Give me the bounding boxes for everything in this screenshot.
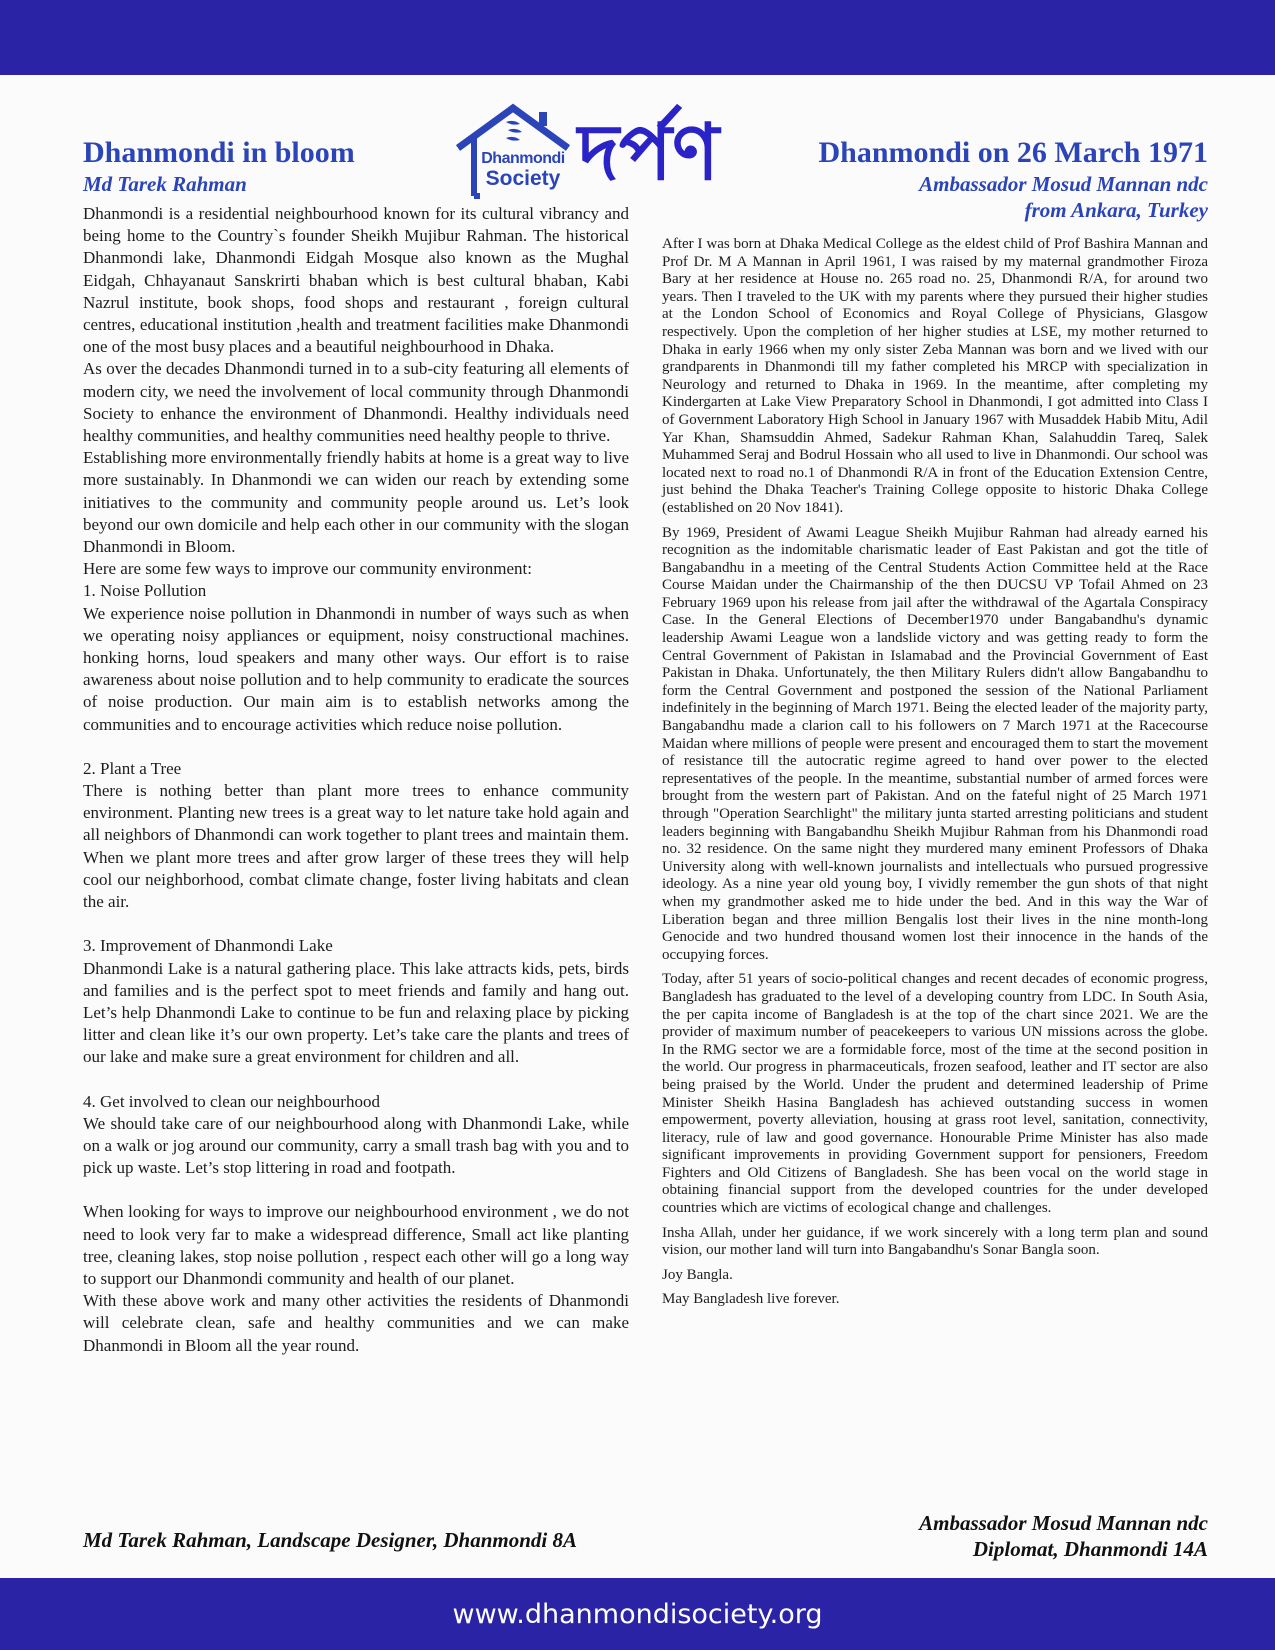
website-url: www.dhanmondisociety.org [452,1598,823,1630]
paragraph: Dhanmondi Lake is a natural gathering place. This lake attracts kids, pets, birds and families and is the perfect spot to meet friends and family and hang out. Let’s help Dhanmondi Lake to continue to be fun and relaxing place by picking litter and clean like it’s our own property. Let’s take care the plants and trees of our lake and make sure a great environment for children and all. [83,958,629,1067]
section-heading: 1. Noise Pollution [83,581,207,601]
section-heading: 2. Plant a Tree [83,758,182,778]
paragraph: Insha Allah, under her guidance, if we work sincerely with a long term plan and sound vision, our mother land will turn into Bangabandhu's Sonar Bangla soon. [662,1224,1208,1259]
paragraph: After I was born at Dhaka Medical College as the eldest child of Prof Bashira Mannan and Prof Dr. M A Mannan in April 1961, I was raised by my maternal grandmother Firoza Bary at her residence at House no. 265 road no. 25, Dhanmondi R/A, for around two years. Then I traveled to the UK with my parents where they pursued their higher studies at the London School of Economics and Royal College of Physicians, Glasgow respectively. Upon the completion of her higher studies at LSE, my mother returned to Dhaka in early 1966 when my only sister Zeba Mannan was born and we lived with our grandparents in Dhanmondi till my father completed his MRCP with specialization in Neurology and returned to Dhaka in 1969. In the meantime, after completing my Kindergarten at Lake View Preparatory School in Dhanmondi, I got admitted into Class I of Government Laboratory High School in January 1967 with Musaddek Habib Mitu, Adil Yar Khan, Shamsuddin Ahmed, Sadekur Rahman Khan, Salahuddin Tareq, Salek Muhammed Seraj and Bodrul Hossain who all used to live in Dhanmondi. Our school was located next to road no.1 of Dhanmondi R/A in front of the Education Extension Centre, just behind the Dhaka Teacher's Training College opposite to historic Dhaka College (established on 20 Nov 1841). [662,236,1208,516]
left-article-title: Dhanmondi in bloom [83,136,355,169]
right-signature-line1: Ambassador Mosud Mannan ndc [919,1511,1208,1535]
paragraph: Dhanmondi is a residential neighbourhood known for its cultural vibrancy and being home to the Country`s founder Sheikh Mujibur Rahman. The historical Dhanmondi lake, Dhanmondi Eidgah Mosque also known as the Mughal Eidgah, Chhayanaut Sanskrirti bhaban which is best cultural bhaban, Kabi Nazrul institute, book shops, food shops and restaurant , foreign cultural centres, educational institution ,health and treatment facilities make Dhanmondi one of the most busy places and a beautiful neighbourhood in Dhaka. [83,204,629,357]
paragraph: We experience noise pollution in Dhanmondi in number of ways such as when we operating noisy appliances or equipment, noisy constructional machines. honking horns, loud speakers and many other ways. Our effort is to raise awareness about noise pollution and to help community to eradicate the sources of noise production. Our main aim is to establish networks among the communities and to encourage activities which reduce noise pollution. [83,603,629,734]
logo-line1: Dhanmondi [481,150,565,167]
paragraph: By 1969, President of Awami League Sheikh Mujibur Rahman had already earned his recognition as the indomitable charismatic leader of East Pakistan and got the title of Bangabandhu in a meeting of the Central Students Action Committee held at the Race Course Maidan under the Chairmanship of the then DUCSU VP Tofail Ahmed on 23 February 1969 upon his release from jail after the withdrawal of the Agartala Conspiracy Case. In the General Elections of December1970 under Bangabandhu's dynamic leadership Awami League won a landslide victory and was getting ready to form the Central Government of Pakistan in Islamabad and the Provincial Government of East Pakistan in Dhaka. Unfortunately, the then Military Rulers didn't allow Bangabandhu to form the Central Government and postponed the session of the National Parliament indefinitely in the beginning of March 1971. Being the elected leader of the majority party, Bangabandhu made a clarion call to his followers on 7 March 1971 at the Racecourse Maidan where millions of people were present and encouraged them to start the movement of resistance till the autocratic regime agreed to hand over power to the elected representatives of the people. In the meantime, substantial number of armed forces were brought from the western part of Pakistan. And on the fateful night of 25 March 1971 through "Operation Searchlight" the military junta started arresting politicians and student leaders beginning with Bangabandhu Sheikh Mujibur Rahman from his Dhanmondi road no. 32 residence. On the same night they murdered many eminent Professors of Dhaka University along with well-known journalists and intellectuals who pursued progressive ideology. As a nine year old young boy, I vividly remember the gun shots of that night when my grandmother asked me to hide under the bed. And in this way the War of Liberation began and three million Bengalis lost their lives in the nine month-long Genocide and two hundred thousand women lost their innocence in the hands of the occupying forces. [662,524,1208,963]
paragraph: With these above work and many other activities the residents of Dhanmondi will celebrate clean, safe and healthy communities and we can make Dhanmondi in Bloom all the year round. [83,1291,629,1355]
right-article-title: Dhanmondi on 26 March 1971 [818,136,1208,169]
paragraph: We should take care of our neighbourhood along with Dhanmondi Lake, while on a walk or jog around our community, carry a small trash bag with you and to pick up waste. Let’s stop littering in road and footpath. [83,1113,629,1178]
paragraph: Here are some few ways to improve our community environment: [83,559,532,579]
left-article-author: Md Tarek Rahman [83,172,247,196]
paragraph: May Bangladesh live forever. [662,1291,840,1308]
right-signature [662,1510,1208,1562]
section-heading: 4. Get involved to clean our neighbourhood [83,1091,380,1111]
masthead-title: দর্পণ [578,108,720,198]
paragraph: As over the decades Dhanmondi turned in to a sub-city featuring all elements of modern city, we need the involvement of local community through Dhanmondi Society to enhance the environment of Dhanmondi. Healthy individuals need healthy communities, and healthy communities need healthy people to thrive. [83,359,629,446]
left-signature: Md Tarek Rahman, Landscape Designer, Dhanmondi 8A [83,1528,577,1552]
right-article [662,135,1208,1316]
right-signature-line2: Diplomat, Dhanmondi 14A [972,1537,1208,1561]
left-article-body [83,203,629,1357]
paragraph: Establishing more environmentally friendly habits at home is a great way to live more sustainably. In Dhanmondi we can widen our reach by extending some initiatives to the community and community people around us. Let’s look beyond our own domicile and help each other in our community with the slogan Dhanmondi in Bloom. [83,448,629,557]
paragraph: When looking for ways to improve our neighbourhood environment , we do not need to look very far to make a widespread difference, Small act like planting tree, cleaning lakes, stop noise pollution , respect each other will go a long way to support our Dhanmondi community and health of our planet. [83,1202,629,1288]
paragraph: Joy Bangla. [662,1266,733,1283]
left-article [83,135,629,1357]
paragraph: Today, after 51 years of socio-political changes and recent decades of economic progress, Bangladesh has graduated to the level of a developing country from LDC. In South Asia, the per capita income of Bangladesh is at the top of the chart since 2021. We are the provider of maximum number of peacekeepers to various UN missions across the globe. In the RMG sector we are a formidable force, most of the time at the second position in the world. Our progress in pharmaceuticals, frozen seafood, leather and IT sector are also being praised by the World. Under the prudent and determined leadership of Prime Minister Sheikh Hasina Bangladesh has achieved outstanding success in women empowerment, poverty alleviation, housing at grass root level, sanitation, connectivity, literacy, rule of law and good governance. Honourable Prime Minister has also made significant improvements in providing Government support for pensioners, Freedom Fighters and Old Citizens of Bangladesh. She has been vocal on the world stage in obtaining financial support from the developed countries for the under developed countries which are victims of ecological change and challenges. [662,971,1208,1217]
logo-line2: Society [485,167,561,190]
right-article-author-location: from Ankara, Turkey [1024,198,1208,222]
paragraph: There is nothing better than plant more trees to enhance community environment. Planting new trees is a great way to let nature take hold again and all neighbors of Dhanmondi can work together to plant trees and maintain them. When we plant more trees and after grow larger of these trees they will help cool our neighborhood, combat climate change, foster living habitats and clean the air. [83,781,629,912]
top-color-band [0,0,1275,75]
right-article-author: Ambassador Mosud Mannan ndc [919,172,1208,196]
section-heading: 3. Improvement of Dhanmondi Lake [83,936,333,956]
bottom-color-band [0,1578,1275,1650]
right-article-body [662,236,1208,1309]
